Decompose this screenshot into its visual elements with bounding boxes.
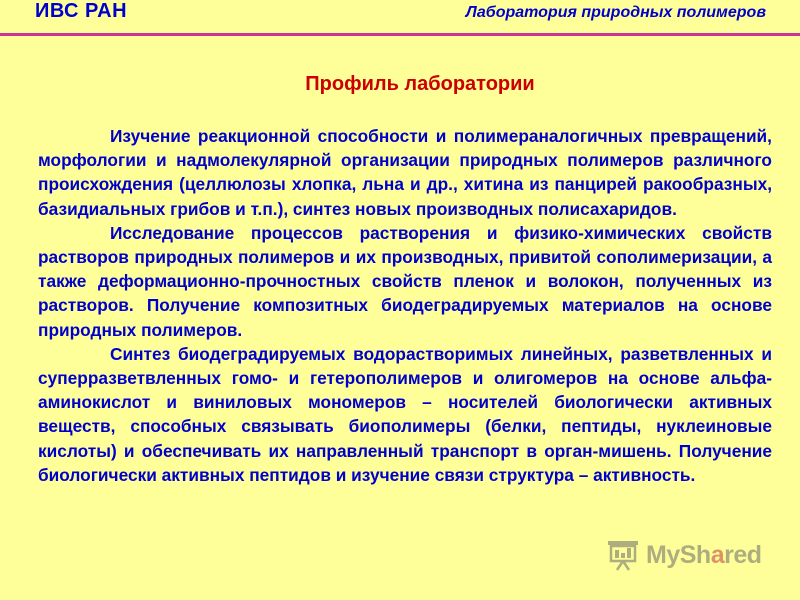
presentation-board-icon — [606, 539, 640, 571]
paragraph-dissolution: Исследование процессов растворения и физико-химических свойств растворов природных полимеров и их производных, привитой сополимеризации, а также деформационно-прочностных свойств пленок и волокон, полученных из растворов. Получение композитных биодеградируемых материалов на основе природных полимеров. — [38, 222, 772, 340]
myshared-watermark — [606, 537, 762, 573]
paragraph-research: Изучение реакционной способности и полимераналогичных превращений, морфологии и надмолекулярной организации природных полимеров различного происхождения (целлюлозы хлопка, льна и др., хитина из панцирей ракообразных, базидиальных грибов и т.п.), синтез новых производных полисахаридов. — [38, 126, 772, 219]
organization-name: ИВС РАН — [35, 0, 128, 22]
slide-body — [38, 124, 772, 487]
slide-header — [0, 0, 800, 36]
watermark-text: MyShared — [646, 540, 762, 569]
paragraph-synthesis: Синтез биодеградируемых водорастворимых линейных, разветвленных и суперразветвленных гомо- и гетерополимеров и олигомеров на основе альфа-аминокислот и виниловых мономеров – носителей биологически активных веществ, способных связывать биополимеры (белки, пептиды, нуклеиновые кислоты) и обеспечивать их направленный транспорт в орган-мишень. Получение биологически активных пептидов и изучение связи структура – активность. — [38, 343, 772, 485]
laboratory-name: Лаборатория природных полимеров — [465, 4, 766, 21]
slide-title: Профиль лаборатории — [305, 73, 535, 95]
header-divider — [0, 33, 800, 36]
